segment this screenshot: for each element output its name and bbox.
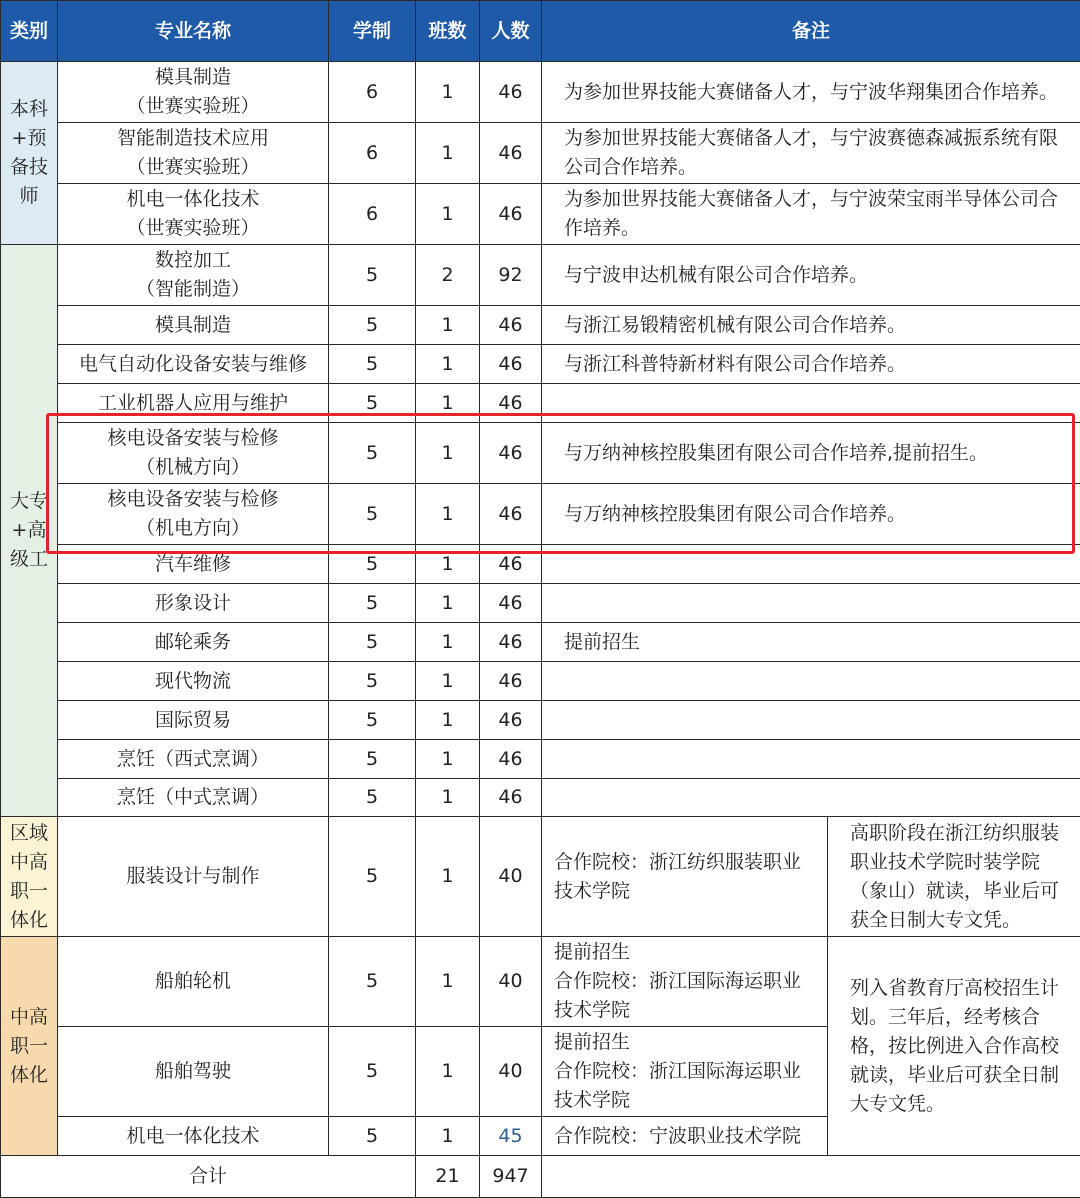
students-cell: 46: [480, 701, 542, 740]
remark-cell: [542, 779, 1080, 817]
major-cell: 烹饪（中式烹调）: [58, 779, 329, 817]
total-students: 947: [480, 1156, 542, 1198]
years-cell: 6: [329, 62, 416, 123]
major-cell: 模具制造: [58, 306, 329, 345]
major-cell: 国际贸易: [58, 701, 329, 740]
students-cell: 46: [480, 184, 542, 245]
table-row: [1, 384, 1080, 423]
years-cell: 5: [329, 701, 416, 740]
remark-cell: 为参加世界技能大赛储备人才，与宁波荣宝雨半导体公司合作培养。: [542, 184, 1080, 245]
classes-cell: 1: [416, 623, 480, 662]
classes-cell: 1: [416, 423, 480, 484]
classes-cell: 1: [416, 484, 480, 545]
major-cell: 船舶轮机: [58, 937, 329, 1027]
table-row: [1, 584, 1080, 623]
total-label: 合计: [1, 1156, 416, 1198]
years-cell: 5: [329, 545, 416, 584]
students-cell: 46: [480, 779, 542, 817]
major-cell: 邮轮乘务: [58, 623, 329, 662]
remark-cell: 提前招生 合作院校：浙江国际海运职业技术学院: [542, 937, 828, 1027]
table-row: [1, 345, 1080, 384]
remark-cell: 为参加世界技能大赛储备人才，与宁波华翔集团合作培养。: [542, 62, 1080, 123]
classes-cell: 1: [416, 1117, 480, 1156]
classes-cell: 1: [416, 779, 480, 817]
table-row: [1, 306, 1080, 345]
major-cell: 服装设计与制作: [58, 817, 329, 937]
remark-cell: [542, 662, 1080, 701]
students-cell: 46: [480, 623, 542, 662]
years-cell: 6: [329, 123, 416, 184]
students-cell: 46: [480, 545, 542, 584]
major-cell: 船舶驾驶: [58, 1027, 329, 1117]
years-cell: 5: [329, 779, 416, 817]
table-row: [1, 623, 1080, 662]
major-cell: 汽车维修: [58, 545, 329, 584]
years-cell: 5: [329, 662, 416, 701]
classes-cell: 1: [416, 740, 480, 779]
classes-cell: 1: [416, 345, 480, 384]
table-row: [1, 423, 1080, 484]
classes-cell: 1: [416, 662, 480, 701]
major-cell: 现代物流: [58, 662, 329, 701]
table-row: [1, 484, 1080, 545]
header-classes: 班数: [416, 1, 480, 62]
header-students: 人数: [480, 1, 542, 62]
students-cell: 40: [480, 1027, 542, 1117]
total-remark: [542, 1156, 1080, 1198]
classes-cell: 1: [416, 937, 480, 1027]
classes-cell: 1: [416, 123, 480, 184]
category-bachelor: 本科+预备技师: [1, 62, 58, 245]
years-cell: 5: [329, 817, 416, 937]
header-category: 类别: [1, 1, 58, 62]
table-row: [1, 779, 1080, 817]
remark-cell: 与宁波申达机械有限公司合作培养。: [542, 245, 1080, 306]
table-row: [1, 123, 1080, 184]
students-cell: 40: [480, 937, 542, 1027]
major-cell: 核电设备安装与检修 （机电方向）: [58, 484, 329, 545]
students-cell: 40: [480, 817, 542, 937]
classes-cell: 2: [416, 245, 480, 306]
category-college: 大专+高级工: [1, 245, 58, 817]
table-row: [1, 701, 1080, 740]
years-cell: 5: [329, 937, 416, 1027]
remark-cell: 提前招生 合作院校：浙江国际海运职业技术学院: [542, 1027, 828, 1117]
students-cell: 46: [480, 584, 542, 623]
header-remarks: 备注: [542, 1, 1080, 62]
remark-cell: 为参加世界技能大赛储备人才，与宁波赛德森减振系统有限公司合作培养。: [542, 123, 1080, 184]
remark-cell: 合作院校：浙江纺织服装职业技术学院: [542, 817, 828, 937]
classes-cell: 1: [416, 701, 480, 740]
remark-cell: 与万纳神核控股集团有限公司合作培养,提前招生。: [542, 423, 1080, 484]
years-cell: 6: [329, 184, 416, 245]
major-cell: 模具制造 （世赛实验班）: [58, 62, 329, 123]
major-cell: 核电设备安装与检修 （机械方向）: [58, 423, 329, 484]
years-cell: 5: [329, 1117, 416, 1156]
students-cell: 46: [480, 484, 542, 545]
header-major: 专业名称: [58, 1, 329, 62]
classes-cell: 1: [416, 584, 480, 623]
table-row: [1, 62, 1080, 123]
remark-cell: 与浙江科普特新材料有限公司合作培养。: [542, 345, 1080, 384]
students-cell: 46: [480, 62, 542, 123]
classes-cell: 1: [416, 384, 480, 423]
years-cell: 5: [329, 423, 416, 484]
students-cell: 46: [480, 345, 542, 384]
classes-cell: 1: [416, 545, 480, 584]
remark-cell: 提前招生: [542, 623, 1080, 662]
remark-cell: 与浙江易锻精密机械有限公司合作培养。: [542, 306, 1080, 345]
years-cell: 5: [329, 740, 416, 779]
remark-cell: [542, 545, 1080, 584]
table-row: [1, 937, 1080, 1027]
remark-cell: [542, 740, 1080, 779]
remark-cell: [542, 701, 1080, 740]
classes-cell: 1: [416, 306, 480, 345]
years-cell: 5: [329, 384, 416, 423]
major-cell: 机电一体化技术 （世赛实验班）: [58, 184, 329, 245]
students-cell: 46: [480, 123, 542, 184]
remark-cell: [542, 384, 1080, 423]
major-cell: 烹饪（西式烹调）: [58, 740, 329, 779]
students-cell: 46: [480, 384, 542, 423]
classes-cell: 1: [416, 184, 480, 245]
major-cell: 电气自动化设备安装与维修: [58, 345, 329, 384]
remark-cell: 与万纳神核控股集团有限公司合作培养。: [542, 484, 1080, 545]
major-cell: 数控加工 （智能制造）: [58, 245, 329, 306]
category-mid-high: 中高职一体化: [1, 937, 58, 1156]
students-cell: 45: [480, 1117, 542, 1156]
category-regional: 区域中高职一体化: [1, 817, 58, 937]
students-cell: 46: [480, 740, 542, 779]
table-row: [1, 184, 1080, 245]
students-cell: 46: [480, 306, 542, 345]
years-cell: 5: [329, 306, 416, 345]
remark-cell: [542, 584, 1080, 623]
total-classes: 21: [416, 1156, 480, 1198]
years-cell: 5: [329, 1027, 416, 1117]
total-row: [1, 1156, 1080, 1198]
classes-cell: 1: [416, 62, 480, 123]
classes-cell: 1: [416, 817, 480, 937]
years-cell: 5: [329, 484, 416, 545]
remark-cell: 合作院校：宁波职业技术学院: [542, 1117, 828, 1156]
table-row: [1, 662, 1080, 701]
major-cell: 机电一体化技术: [58, 1117, 329, 1156]
header-years: 学制: [329, 1, 416, 62]
major-cell: 智能制造技术应用 （世赛实验班）: [58, 123, 329, 184]
table-row: [1, 817, 1080, 937]
remark2-cell: 高职阶段在浙江纺织服装职业技术学院时装学院（象山）就读，毕业后可获全日制大专文凭。: [828, 817, 1080, 937]
shared-remark-cell: 列入省教育厅高校招生计划。三年后，经考核合格，按比例进入合作高校就读，毕业后可获全日制大专文凭。: [828, 937, 1080, 1156]
major-cell: 形象设计: [58, 584, 329, 623]
table-row: [1, 245, 1080, 306]
classes-cell: 1: [416, 1027, 480, 1117]
students-cell: 92: [480, 245, 542, 306]
table-row: [1, 545, 1080, 584]
years-cell: 5: [329, 623, 416, 662]
major-cell: 工业机器人应用与维护: [58, 384, 329, 423]
table-row: [1, 740, 1080, 779]
header-row: [1, 1, 1080, 62]
years-cell: 5: [329, 345, 416, 384]
students-cell: 46: [480, 662, 542, 701]
years-cell: 5: [329, 245, 416, 306]
years-cell: 5: [329, 584, 416, 623]
students-cell: 46: [480, 423, 542, 484]
